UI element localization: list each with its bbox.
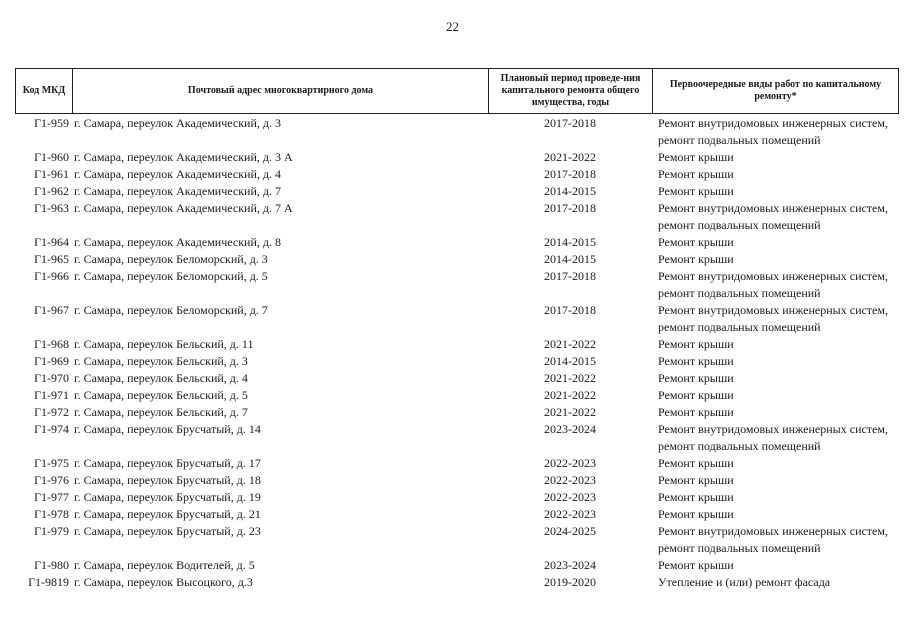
row-code: Г1-968 <box>34 337 69 351</box>
row-code: Г1-972 <box>34 405 69 419</box>
row-code: Г1-976 <box>34 473 69 487</box>
row-period: 2021-2022 <box>544 150 596 164</box>
row-code: Г1-960 <box>34 150 69 164</box>
row-period: 2023-2024 <box>544 422 596 436</box>
row-period: 2021-2022 <box>544 337 596 351</box>
row-period: 2014-2015 <box>544 252 596 266</box>
row-period: 2014-2015 <box>544 184 596 198</box>
table-row <box>15 557 899 574</box>
row-code: Г1-9819 <box>28 575 69 589</box>
table-row <box>15 574 899 591</box>
table-row <box>15 200 899 234</box>
row-address: г. Самара, переулок Водителей, д. 5 <box>74 558 255 572</box>
row-address: г. Самара, переулок Академический, д. 4 <box>74 167 281 181</box>
row-works: Ремонт внутридомовых инженерных систем, ремонт подвальных помещений <box>658 201 888 232</box>
row-period: 2014-2015 <box>544 235 596 249</box>
row-period: 2017-2018 <box>544 167 596 181</box>
row-code: Г1-977 <box>34 490 69 504</box>
row-works: Ремонт крыши <box>658 184 734 198</box>
row-address: г. Самара, переулок Академический, д. 3 А <box>74 150 293 164</box>
row-works: Ремонт внутридомовых инженерных систем, ремонт подвальных помещений <box>658 524 888 555</box>
row-code: Г1-964 <box>34 235 69 249</box>
row-period: 2022-2023 <box>544 473 596 487</box>
row-address: г. Самара, переулок Брусчатый, д. 23 <box>74 524 261 538</box>
row-works: Ремонт крыши <box>658 456 734 470</box>
table-row <box>15 472 899 489</box>
row-works: Ремонт крыши <box>658 507 734 521</box>
row-address: г. Самара, переулок Брусчатый, д. 17 <box>74 456 261 470</box>
table-row <box>15 404 899 421</box>
header-period: Плановый период проведе-ния капитального ремонта общего имущества, годы <box>489 69 653 113</box>
table-row <box>15 370 899 387</box>
row-code: Г1-962 <box>34 184 69 198</box>
row-works: Ремонт внутридомовых инженерных систем, ремонт подвальных помещений <box>658 303 888 334</box>
table-row <box>15 336 899 353</box>
row-works: Утепление и (или) ремонт фасада <box>658 575 831 589</box>
row-address: г. Самара, переулок Брусчатый, д. 18 <box>74 473 261 487</box>
row-period: 2022-2023 <box>544 490 596 504</box>
row-code: Г1-970 <box>34 371 69 385</box>
row-period: 2022-2023 <box>544 456 596 470</box>
row-code: Г1-978 <box>34 507 69 521</box>
row-address: г. Самара, переулок Брусчатый, д. 14 <box>74 422 261 436</box>
row-code: Г1-975 <box>34 456 69 470</box>
table-row <box>15 149 899 166</box>
row-code: Г1-966 <box>34 269 69 283</box>
row-works: Ремонт внутридомовых инженерных систем, ремонт подвальных помещений <box>658 269 888 300</box>
page-number: 22 <box>446 19 459 34</box>
table-row <box>15 115 899 149</box>
row-address: г. Самара, переулок Брусчатый, д. 21 <box>74 507 261 521</box>
row-works: Ремонт крыши <box>658 388 734 402</box>
header-works: Первоочередные виды работ по капитальному ремонту* <box>669 79 882 102</box>
row-works: Ремонт крыши <box>658 354 734 368</box>
row-address: г. Самара, переулок Беломорский, д. 7 <box>74 303 268 317</box>
row-works: Ремонт крыши <box>658 405 734 419</box>
row-address: г. Самара, переулок Высоцкого, д.3 <box>74 575 253 589</box>
table-row <box>15 302 899 336</box>
row-period: 2023-2024 <box>544 558 596 572</box>
row-address: г. Самара, переулок Академический, д. 7 А <box>74 201 293 215</box>
row-works: Ремонт крыши <box>658 167 734 181</box>
row-code: Г1-974 <box>34 422 69 436</box>
table-row <box>15 166 899 183</box>
row-works: Ремонт внутридомовых инженерных систем, ремонт подвальных помещений <box>658 422 888 453</box>
row-code: Г1-959 <box>34 116 69 130</box>
row-period: 2017-2018 <box>544 201 596 215</box>
row-period: 2021-2022 <box>544 405 596 419</box>
table-body <box>15 115 899 591</box>
table-row <box>15 523 899 557</box>
row-address: г. Самара, переулок Бельский, д. 4 <box>74 371 248 385</box>
row-works: Ремонт крыши <box>658 473 734 487</box>
row-works: Ремонт внутридомовых инженерных систем, ремонт подвальных помещений <box>658 116 888 147</box>
row-works: Ремонт крыши <box>658 371 734 385</box>
row-period: 2022-2023 <box>544 507 596 521</box>
row-works: Ремонт крыши <box>658 252 734 266</box>
row-address: г. Самара, переулок Бельский, д. 5 <box>74 388 248 402</box>
row-address: г. Самара, переулок Академический, д. 3 <box>74 116 281 130</box>
table-header <box>15 68 899 114</box>
row-address: г. Самара, переулок Беломорский, д. 5 <box>74 269 268 283</box>
table-row <box>15 268 899 302</box>
table-row <box>15 489 899 506</box>
row-period: 2017-2018 <box>544 303 596 317</box>
row-code: Г1-965 <box>34 252 69 266</box>
row-code: Г1-961 <box>34 167 69 181</box>
table-row <box>15 455 899 472</box>
row-period: 2017-2018 <box>544 269 596 283</box>
table-row <box>15 387 899 404</box>
row-code: Г1-967 <box>34 303 69 317</box>
row-address: г. Самара, переулок Бельский, д. 11 <box>74 337 254 351</box>
row-code: Г1-980 <box>34 558 69 572</box>
row-address: г. Самара, переулок Бельский, д. 3 <box>74 354 248 368</box>
header-address: Почтовый адрес многоквартирного дома <box>73 69 489 113</box>
row-period: 2024-2025 <box>544 524 596 538</box>
row-period: 2021-2022 <box>544 388 596 402</box>
row-code: Г1-979 <box>34 524 69 538</box>
row-period: 2021-2022 <box>544 371 596 385</box>
row-works: Ремонт крыши <box>658 558 734 572</box>
table-row <box>15 353 899 370</box>
row-address: г. Самара, переулок Брусчатый, д. 19 <box>74 490 261 504</box>
row-code: Г1-971 <box>34 388 69 402</box>
row-code: Г1-969 <box>34 354 69 368</box>
row-address: г. Самара, переулок Академический, д. 8 <box>74 235 281 249</box>
table-row <box>15 251 899 268</box>
row-address: г. Самара, переулок Беломорский, д. 3 <box>74 252 268 266</box>
row-address: г. Самара, переулок Академический, д. 7 <box>74 184 281 198</box>
row-code: Г1-963 <box>34 201 69 215</box>
row-works: Ремонт крыши <box>658 235 734 249</box>
row-period: 2017-2018 <box>544 116 596 130</box>
table-row <box>15 183 899 200</box>
table-row <box>15 234 899 251</box>
header-code: Код МКД <box>16 69 73 113</box>
row-period: 2019-2020 <box>544 575 596 589</box>
table-row <box>15 506 899 523</box>
row-works: Ремонт крыши <box>658 150 734 164</box>
row-period: 2014-2015 <box>544 354 596 368</box>
row-address: г. Самара, переулок Бельский, д. 7 <box>74 405 248 419</box>
row-works: Ремонт крыши <box>658 337 734 351</box>
row-works: Ремонт крыши <box>658 490 734 504</box>
table-row <box>15 421 899 455</box>
